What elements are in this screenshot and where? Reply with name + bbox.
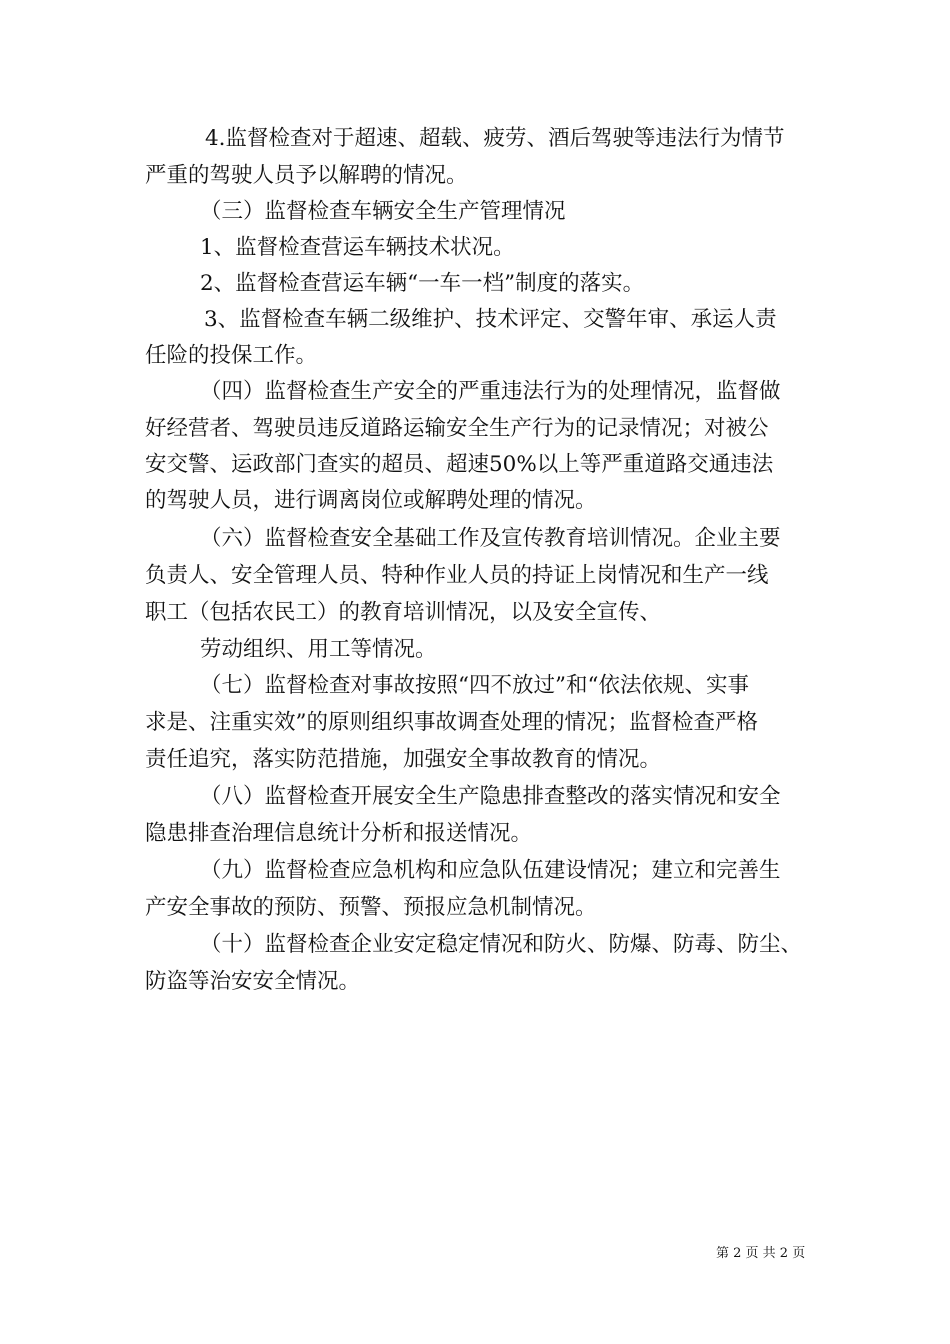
text-line: 4.监督检查对于超速、超载、疲劳、酒后驾驶等违法行为情节 bbox=[205, 126, 785, 151]
text-line: 隐患排查治理信息统计分析和报送情况。 bbox=[145, 821, 533, 846]
text-line: 产安全事故的预防、预警、预报应急机制情况。 bbox=[145, 895, 597, 920]
text-line: 任险的投保工作。 bbox=[145, 343, 318, 368]
text-line: （四）监督检查生产安全的严重违法行为的处理情况，监督做 bbox=[200, 379, 781, 404]
text-line: 负责人、安全管理人员、特种作业人员的持证上岗情况和生产一线 bbox=[145, 563, 769, 588]
text-line: 好经营者、驾驶员违反道路运输安全生产行为的记录情况；对被公 bbox=[145, 416, 769, 441]
text-line: 安交警、运政部门查实的超员、超速50%以上等严重道路交通违法 bbox=[145, 452, 774, 477]
text-line: 1、监督检查营运车辆技术状况。 bbox=[200, 235, 515, 260]
page-number: 第 2 页 共 2 页 bbox=[716, 1246, 806, 1261]
text-line: 的驾驶人员，进行调离岗位或解聘处理的情况。 bbox=[145, 488, 597, 513]
text-line: （九）监督检查应急机构和应急队伍建设情况；建立和完善生 bbox=[200, 858, 781, 883]
text-line: 防盗等治安安全情况。 bbox=[145, 969, 361, 994]
text-line: （六）监督检查安全基础工作及宣传教育培训情况。企业主要 bbox=[200, 526, 781, 551]
text-line: （七）监督检查对事故按照“四不放过”和“依法依规、实事 bbox=[200, 673, 749, 698]
text-line: 2、监督检查营运车辆“一车一档”制度的落实。 bbox=[200, 271, 645, 296]
text-line: 严重的驾驶人员予以解聘的情况。 bbox=[145, 163, 468, 188]
text-line: 劳动组织、用工等情况。 bbox=[200, 637, 437, 662]
text-line: 职工（包括农民工）的教育培训情况，以及安全宣传、 bbox=[145, 600, 662, 625]
section-heading: （三）监督检查车辆安全生产管理情况 bbox=[200, 199, 566, 224]
text-line: 求是、注重实效”的原则组织事故调查处理的情况；监督检查严格 bbox=[145, 710, 758, 735]
text-line: 责任追究，落实防范措施，加强安全事故教育的情况。 bbox=[145, 747, 662, 772]
text-line: （八）监督检查开展安全生产隐患排查整改的落实情况和安全 bbox=[200, 784, 781, 809]
text-line: （十）监督检查企业安定稳定情况和防火、防爆、防毒、防尘、 bbox=[200, 932, 803, 957]
text-line: 3、监督检查车辆二级维护、技术评定、交警年审、承运人责 bbox=[204, 307, 777, 332]
